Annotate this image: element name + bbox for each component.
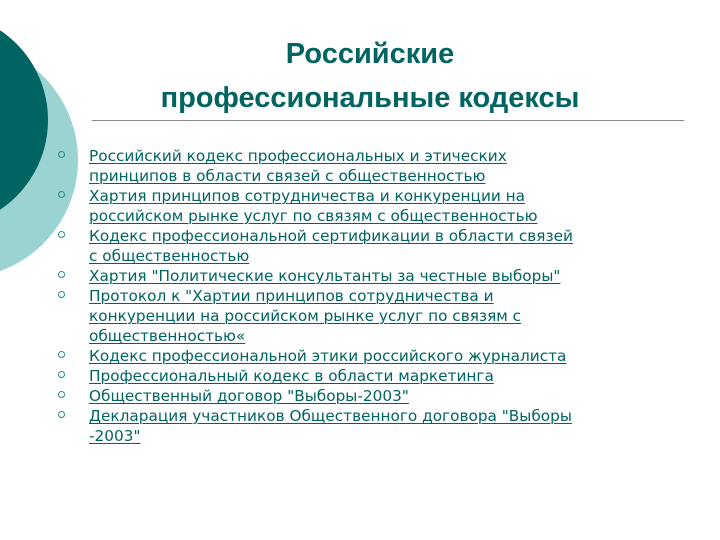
item-text-line-1[interactable]: Хартия "Политические консультанты за честные выборы"	[89, 267, 561, 285]
circle-bullet-icon	[58, 231, 65, 238]
list-item	[58, 226, 688, 266]
list-item	[58, 186, 688, 226]
codes-list	[58, 146, 688, 446]
item-text-line-1[interactable]: Декларация участников Общественного договора "Выборы	[89, 407, 572, 425]
item-text-line-1[interactable]: Кодекс профессиональной сертификации в области связей	[89, 227, 573, 245]
list-item	[58, 266, 688, 286]
list-item	[58, 346, 688, 366]
circle-bullet-icon	[58, 371, 65, 378]
circle-bullet-icon	[58, 411, 65, 418]
item-text-line-1[interactable]: Общественный договор "Выборы-2003"	[89, 387, 409, 405]
item-text-line-3[interactable]: общественностью«	[89, 327, 246, 345]
item-text-line-1[interactable]: Кодекс профессиональной этики российского журналиста	[89, 347, 567, 365]
title-line-2: профессиональные кодексы	[160, 82, 580, 114]
circle-bullet-icon	[58, 351, 65, 358]
list-item	[58, 386, 688, 406]
title-line-1: Российские	[285, 38, 455, 70]
item-text-line-2[interactable]: принципов в области связей с общественностью	[89, 167, 486, 185]
list-item	[58, 146, 688, 186]
circle-bullet-icon	[58, 391, 65, 398]
page-title	[130, 32, 610, 120]
item-text-line-2[interactable]: -2003"	[89, 427, 141, 445]
circle-bullet-icon	[58, 271, 65, 278]
item-text-line-1[interactable]: Протокол к "Хартии принципов сотрудничества и	[89, 287, 494, 305]
item-text-line-2[interactable]: российском рынке услуг по связям с общественностью	[89, 207, 538, 225]
circle-bullet-icon	[58, 191, 65, 198]
list-item	[58, 366, 688, 386]
item-text-line-2[interactable]: с общественностью	[89, 247, 250, 265]
list-item	[58, 286, 688, 346]
circle-bullet-icon	[58, 291, 65, 298]
list-item	[58, 406, 688, 446]
circle-bullet-icon	[58, 151, 65, 158]
title-divider	[92, 120, 684, 121]
item-text-line-1[interactable]: Хартия принципов сотрудничества и конкуренции на	[89, 187, 526, 205]
item-text-line-1[interactable]: Российский кодекс профессиональных и этических	[89, 147, 507, 165]
item-text-line-2[interactable]: конкуренции на российском рынке услуг по связям с	[89, 307, 522, 325]
item-text-line-1[interactable]: Профессиональный кодекс в области маркетинга	[89, 367, 494, 385]
